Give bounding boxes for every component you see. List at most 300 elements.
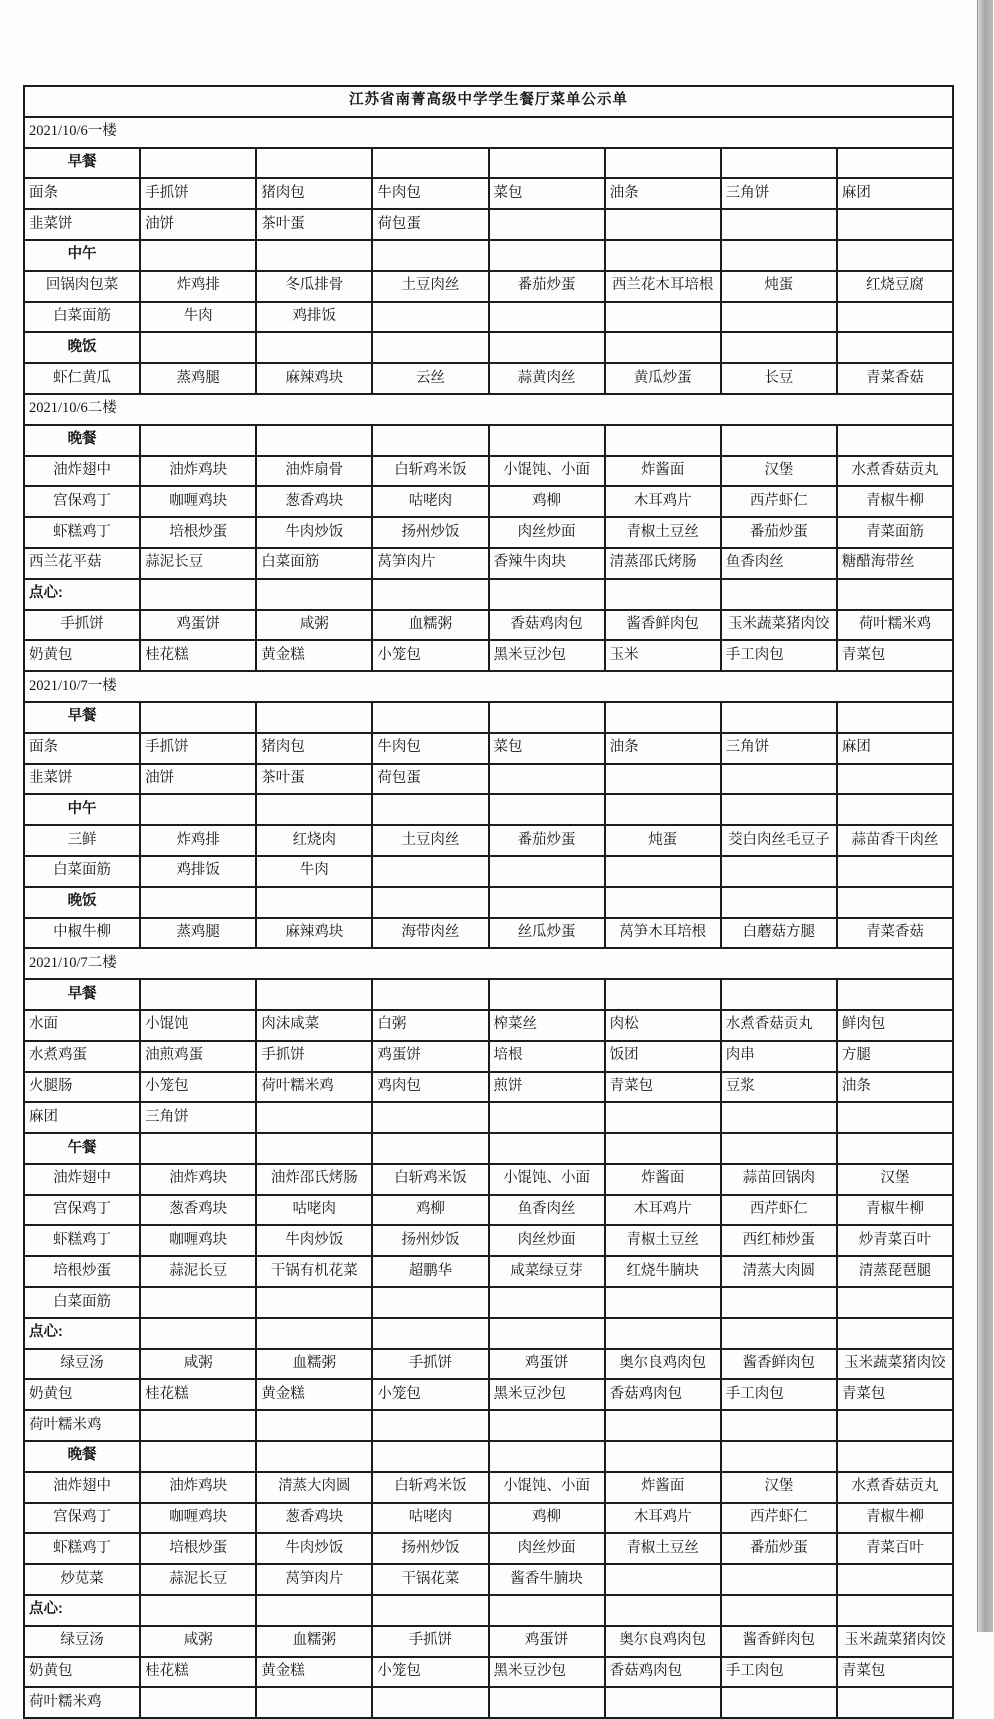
date-cell: 2021/10/6一楼: [24, 117, 953, 148]
empty-cell: [489, 209, 605, 240]
meal-section-label: 晚饭: [24, 332, 140, 363]
dish-cell: 火腿肠: [24, 1072, 140, 1103]
dish-cell: 黄金糕: [256, 1657, 372, 1688]
date-row: [24, 948, 953, 979]
empty-cell: [489, 1687, 605, 1718]
empty-cell: [489, 979, 605, 1010]
empty-cell: [489, 1287, 605, 1318]
empty-cell: [256, 579, 372, 610]
dish-cell: 咸菜绿豆芽: [489, 1256, 605, 1287]
dish-cell: 荷包蛋: [372, 764, 488, 795]
empty-cell: [372, 1287, 488, 1318]
dish-cell: 炖蛋: [721, 271, 837, 302]
dish-cell: 手抓饼: [24, 610, 140, 641]
empty-cell: [837, 1410, 953, 1441]
dish-cell: 白斩鸡米饭: [372, 456, 488, 487]
meal-section-row: [24, 1441, 953, 1472]
dish-cell: 桂花糕: [140, 1657, 256, 1688]
dish-cell: 葱香鸡块: [256, 1503, 372, 1534]
empty-cell: [605, 1133, 721, 1164]
dish-cell: 小笼包: [372, 1379, 488, 1410]
empty-cell: [605, 302, 721, 333]
dish-cell: 手抓饼: [140, 178, 256, 209]
empty-cell: [837, 702, 953, 733]
dish-cell: 小笼包: [372, 1657, 488, 1688]
dish-cell: 白菜面筋: [24, 302, 140, 333]
menu-items-row: [24, 640, 953, 671]
empty-cell: [140, 240, 256, 271]
dish-cell: 咕咾肉: [372, 486, 488, 517]
empty-cell: [372, 1687, 488, 1718]
dish-cell: 扬州炒饭: [372, 1533, 488, 1564]
empty-cell: [837, 887, 953, 918]
dish-cell: 荷叶糯米鸡: [256, 1072, 372, 1103]
empty-cell: [605, 887, 721, 918]
menu-items-row: [24, 733, 953, 764]
empty-cell: [605, 1564, 721, 1595]
menu-items-row: [24, 1287, 953, 1318]
empty-cell: [140, 1687, 256, 1718]
dish-cell: 番茄炒蛋: [489, 825, 605, 856]
dish-cell: 小馄饨: [140, 1010, 256, 1041]
empty-cell: [605, 332, 721, 363]
dish-cell: 咕咾肉: [256, 1195, 372, 1226]
empty-cell: [721, 764, 837, 795]
dish-cell: 香菇鸡肉包: [489, 610, 605, 641]
empty-cell: [837, 856, 953, 887]
meal-section-label: 晚饭: [24, 887, 140, 918]
empty-cell: [489, 579, 605, 610]
dish-cell: 莴笋肉片: [256, 1564, 372, 1595]
empty-cell: [837, 794, 953, 825]
page-title: 江苏省南菁高级中学学生餐厅菜单公示单: [24, 86, 953, 117]
dish-cell: 冬瓜排骨: [256, 271, 372, 302]
dish-cell: 蒸鸡腿: [140, 918, 256, 949]
dish-cell: 黄瓜炒蛋: [605, 363, 721, 394]
dish-cell: 炸酱面: [605, 1164, 721, 1195]
dish-cell: 白粥: [372, 1010, 488, 1041]
empty-cell: [605, 702, 721, 733]
dish-cell: 咖喱鸡块: [140, 486, 256, 517]
dish-cell: 咖喱鸡块: [140, 1503, 256, 1534]
dish-cell: 鸡柳: [489, 1503, 605, 1534]
menu-items-row: [24, 363, 953, 394]
dish-cell: 莴笋木耳培根: [605, 918, 721, 949]
empty-cell: [372, 425, 488, 456]
meal-section-row: [24, 148, 953, 179]
empty-cell: [256, 1441, 372, 1472]
dish-cell: 麻辣鸡块: [256, 363, 372, 394]
dish-cell: 白斩鸡米饭: [372, 1472, 488, 1503]
empty-cell: [721, 425, 837, 456]
menu-items-row: [24, 1225, 953, 1256]
empty-cell: [605, 209, 721, 240]
empty-cell: [140, 1133, 256, 1164]
dish-cell: 宫保鸡丁: [24, 1503, 140, 1534]
menu-items-row: [24, 209, 953, 240]
dish-cell: 手抓饼: [372, 1349, 488, 1380]
empty-cell: [372, 887, 488, 918]
empty-cell: [489, 1441, 605, 1472]
menu-items-row: [24, 1102, 953, 1133]
empty-cell: [256, 332, 372, 363]
dish-cell: 红烧肉: [256, 825, 372, 856]
dish-cell: 蒜黄肉丝: [489, 363, 605, 394]
empty-cell: [140, 1318, 256, 1349]
date-cell: 2021/10/6二楼: [24, 394, 953, 425]
dish-cell: 奥尔良鸡肉包: [605, 1626, 721, 1657]
dish-cell: 鸡柳: [372, 1195, 488, 1226]
meal-section-row: [24, 1595, 953, 1626]
menu-items-row: [24, 271, 953, 302]
dish-cell: 油饼: [140, 209, 256, 240]
dish-cell: 榨菜丝: [489, 1010, 605, 1041]
dish-cell: 西芹虾仁: [721, 486, 837, 517]
dish-cell: 黑米豆沙包: [489, 1379, 605, 1410]
dish-cell: 油炸鸡块: [140, 1164, 256, 1195]
dish-cell: 鸡肉包: [372, 1072, 488, 1103]
empty-cell: [837, 209, 953, 240]
meal-section-row: [24, 1133, 953, 1164]
dish-cell: 汉堡: [721, 456, 837, 487]
dish-cell: 肉丝炒面: [489, 1225, 605, 1256]
empty-cell: [721, 1687, 837, 1718]
dish-cell: 面条: [24, 178, 140, 209]
empty-cell: [372, 579, 488, 610]
dish-cell: 黑米豆沙包: [489, 1657, 605, 1688]
empty-cell: [256, 1318, 372, 1349]
dish-cell: 青椒土豆丝: [605, 1533, 721, 1564]
menu-items-row: [24, 456, 953, 487]
meal-section-label: 晚餐: [24, 1441, 140, 1472]
empty-cell: [837, 1595, 953, 1626]
empty-cell: [256, 702, 372, 733]
empty-cell: [721, 794, 837, 825]
empty-cell: [140, 1410, 256, 1441]
empty-cell: [721, 302, 837, 333]
dish-cell: 蒜苗回锅肉: [721, 1164, 837, 1195]
meal-section-label: 点心:: [24, 1318, 140, 1349]
dish-cell: 小笼包: [140, 1072, 256, 1103]
dish-cell: 虾仁黄瓜: [24, 363, 140, 394]
dish-cell: 香辣牛肉块: [489, 548, 605, 579]
dish-cell: 油条: [605, 733, 721, 764]
menu-items-row: [24, 302, 953, 333]
dish-cell: 炸酱面: [605, 1472, 721, 1503]
dish-cell: 葱香鸡块: [140, 1195, 256, 1226]
empty-cell: [605, 240, 721, 271]
dish-cell: 青椒牛柳: [837, 1503, 953, 1534]
empty-cell: [605, 764, 721, 795]
dish-cell: 蒜泥长豆: [140, 548, 256, 579]
dish-cell: 牛肉包: [372, 733, 488, 764]
empty-cell: [721, 887, 837, 918]
empty-cell: [721, 1102, 837, 1133]
menu-items-row: [24, 486, 953, 517]
dish-cell: 黄金糕: [256, 1379, 372, 1410]
menu-items-row: [24, 764, 953, 795]
empty-cell: [256, 1687, 372, 1718]
empty-cell: [721, 209, 837, 240]
dish-cell: 肉丝炒面: [489, 1533, 605, 1564]
empty-cell: [605, 979, 721, 1010]
dish-cell: 鸡蛋饼: [140, 610, 256, 641]
empty-cell: [837, 332, 953, 363]
empty-cell: [372, 302, 488, 333]
dish-cell: 水煮香菇贡丸: [721, 1010, 837, 1041]
dish-cell: 西红柿炒蛋: [721, 1225, 837, 1256]
menu-items-row: [24, 517, 953, 548]
empty-cell: [721, 240, 837, 271]
empty-cell: [256, 1133, 372, 1164]
dish-cell: 炒苋菜: [24, 1564, 140, 1595]
meal-section-row: [24, 240, 953, 271]
dish-cell: 番茄炒蛋: [489, 271, 605, 302]
dish-cell: 水煮香菇贡丸: [837, 1472, 953, 1503]
dish-cell: 白蘑菇方腿: [721, 918, 837, 949]
dish-cell: 猪肉包: [256, 733, 372, 764]
menu-items-row: [24, 1379, 953, 1410]
empty-cell: [605, 1595, 721, 1626]
empty-cell: [256, 1102, 372, 1133]
meal-section-row: [24, 579, 953, 610]
dish-cell: 木耳鸡片: [605, 486, 721, 517]
dish-cell: 油饼: [140, 764, 256, 795]
empty-cell: [721, 702, 837, 733]
dish-cell: 青菜面筋: [837, 517, 953, 548]
dish-cell: 菜包: [489, 178, 605, 209]
dish-cell: 荷包蛋: [372, 209, 488, 240]
dish-cell: 宫保鸡丁: [24, 486, 140, 517]
dish-cell: 血糯粥: [372, 610, 488, 641]
dish-cell: 青菜百叶: [837, 1533, 953, 1564]
dish-cell: 木耳鸡片: [605, 1503, 721, 1534]
date-row: [24, 394, 953, 425]
empty-cell: [605, 856, 721, 887]
empty-cell: [140, 425, 256, 456]
dish-cell: 三角饼: [140, 1102, 256, 1133]
dish-cell: 方腿: [837, 1041, 953, 1072]
empty-cell: [489, 148, 605, 179]
dish-cell: 豆浆: [721, 1072, 837, 1103]
dish-cell: 炖蛋: [605, 825, 721, 856]
empty-cell: [489, 794, 605, 825]
dish-cell: 清蒸琵琶腿: [837, 1256, 953, 1287]
dish-cell: 干锅花菜: [372, 1564, 488, 1595]
dish-cell: 油炸翅中: [24, 456, 140, 487]
dish-cell: 三角饼: [721, 178, 837, 209]
menu-items-row: [24, 1256, 953, 1287]
dish-cell: 奥尔良鸡肉包: [605, 1349, 721, 1380]
empty-cell: [837, 579, 953, 610]
menu-items-row: [24, 1041, 953, 1072]
dish-cell: 肉丝炒面: [489, 517, 605, 548]
dish-cell: 小馄饨、小面: [489, 1164, 605, 1195]
empty-cell: [372, 1595, 488, 1626]
empty-cell: [489, 240, 605, 271]
empty-cell: [837, 425, 953, 456]
empty-cell: [140, 579, 256, 610]
dish-cell: 牛肉炒饭: [256, 1225, 372, 1256]
dish-cell: 油条: [837, 1072, 953, 1103]
dish-cell: 白菜面筋: [24, 1287, 140, 1318]
dish-cell: 鸡蛋饼: [372, 1041, 488, 1072]
meal-section-row: [24, 979, 953, 1010]
dish-cell: 云丝: [372, 363, 488, 394]
dish-cell: 炸酱面: [605, 456, 721, 487]
meal-section-row: [24, 887, 953, 918]
dish-cell: 鱼香肉丝: [721, 548, 837, 579]
dish-cell: 炒青菜百叶: [837, 1225, 953, 1256]
dish-cell: 鸡蛋饼: [489, 1626, 605, 1657]
dish-cell: 土豆肉丝: [372, 825, 488, 856]
dish-cell: 酱香鲜肉包: [721, 1349, 837, 1380]
dish-cell: 油煎鸡蛋: [140, 1041, 256, 1072]
dish-cell: 番茄炒蛋: [721, 517, 837, 548]
dish-cell: 玉米: [605, 640, 721, 671]
empty-cell: [372, 240, 488, 271]
dish-cell: 莴笋肉片: [372, 548, 488, 579]
dish-cell: 血糯粥: [256, 1626, 372, 1657]
dish-cell: 油条: [605, 178, 721, 209]
empty-cell: [372, 1133, 488, 1164]
dish-cell: 木耳鸡片: [605, 1195, 721, 1226]
dish-cell: 黑米豆沙包: [489, 640, 605, 671]
empty-cell: [256, 1287, 372, 1318]
empty-cell: [721, 1564, 837, 1595]
dish-cell: 红烧豆腐: [837, 271, 953, 302]
dish-cell: 长豆: [721, 363, 837, 394]
empty-cell: [372, 1318, 488, 1349]
empty-cell: [837, 302, 953, 333]
dish-cell: 青菜香菇: [837, 363, 953, 394]
dish-cell: 培根: [489, 1041, 605, 1072]
dish-cell: 培根炒蛋: [24, 1256, 140, 1287]
dish-cell: 汉堡: [721, 1472, 837, 1503]
dish-cell: 清蒸大肉圆: [721, 1256, 837, 1287]
meal-section-row: [24, 425, 953, 456]
empty-cell: [605, 1687, 721, 1718]
meal-section-label: 晚餐: [24, 425, 140, 456]
empty-cell: [372, 702, 488, 733]
dish-cell: 麻辣鸡块: [256, 918, 372, 949]
menu-table-body: [24, 86, 953, 1718]
meal-section-label: 早餐: [24, 148, 140, 179]
dish-cell: 咕咾肉: [372, 1503, 488, 1534]
dish-cell: 虾糕鸡丁: [24, 1225, 140, 1256]
dish-cell: 西兰花木耳培根: [605, 271, 721, 302]
empty-cell: [256, 240, 372, 271]
menu-items-row: [24, 1010, 953, 1041]
empty-cell: [489, 1318, 605, 1349]
empty-cell: [605, 1102, 721, 1133]
dish-cell: 蒜苗香干肉丝: [837, 825, 953, 856]
empty-cell: [256, 1595, 372, 1626]
empty-cell: [489, 764, 605, 795]
empty-cell: [721, 1133, 837, 1164]
dish-cell: 水煮鸡蛋: [24, 1041, 140, 1072]
dish-cell: 油炸鸡块: [140, 456, 256, 487]
dish-cell: 炸鸡排: [140, 271, 256, 302]
empty-cell: [605, 579, 721, 610]
dish-cell: 蒜泥长豆: [140, 1564, 256, 1595]
empty-cell: [837, 1287, 953, 1318]
dish-cell: 青菜包: [837, 1657, 953, 1688]
empty-cell: [837, 1318, 953, 1349]
empty-cell: [489, 1102, 605, 1133]
dish-cell: 茭白肉丝毛豆子: [721, 825, 837, 856]
empty-cell: [489, 887, 605, 918]
date-row: [24, 671, 953, 702]
menu-items-row: [24, 1687, 953, 1718]
empty-cell: [140, 1441, 256, 1472]
dish-cell: 培根炒蛋: [140, 517, 256, 548]
empty-cell: [256, 979, 372, 1010]
dish-cell: 鸡排饭: [256, 302, 372, 333]
empty-cell: [140, 979, 256, 1010]
dish-cell: 牛肉: [140, 302, 256, 333]
empty-cell: [837, 979, 953, 1010]
dish-cell: 白菜面筋: [256, 548, 372, 579]
vertical-scrollbar[interactable]: [977, 0, 993, 1632]
empty-cell: [140, 794, 256, 825]
dish-cell: 牛肉包: [372, 178, 488, 209]
dish-cell: 绿豆汤: [24, 1626, 140, 1657]
dish-cell: 玉米蔬菜猪肉饺: [837, 1349, 953, 1380]
dish-cell: 白斩鸡米饭: [372, 1164, 488, 1195]
empty-cell: [489, 702, 605, 733]
dish-cell: 宫保鸡丁: [24, 1195, 140, 1226]
dish-cell: 青椒土豆丝: [605, 1225, 721, 1256]
dish-cell: 青菜包: [837, 640, 953, 671]
dish-cell: 面条: [24, 733, 140, 764]
menu-items-row: [24, 1472, 953, 1503]
empty-cell: [837, 1133, 953, 1164]
dish-cell: 香菇鸡肉包: [605, 1657, 721, 1688]
empty-cell: [837, 1687, 953, 1718]
date-cell: 2021/10/7二楼: [24, 948, 953, 979]
empty-cell: [605, 794, 721, 825]
dish-cell: 三角饼: [721, 733, 837, 764]
dish-cell: 虾糕鸡丁: [24, 517, 140, 548]
dish-cell: 奶黄包: [24, 640, 140, 671]
empty-cell: [721, 1287, 837, 1318]
empty-cell: [837, 240, 953, 271]
menu-items-row: [24, 1503, 953, 1534]
dish-cell: 茶叶蛋: [256, 209, 372, 240]
empty-cell: [721, 979, 837, 1010]
dish-cell: 牛肉炒饭: [256, 1533, 372, 1564]
meal-section-label: 早餐: [24, 979, 140, 1010]
dish-cell: 水面: [24, 1010, 140, 1041]
dish-cell: 超鹏华: [372, 1256, 488, 1287]
dish-cell: 咸粥: [140, 1349, 256, 1380]
empty-cell: [721, 856, 837, 887]
dish-cell: 西芹虾仁: [721, 1195, 837, 1226]
empty-cell: [489, 425, 605, 456]
dish-cell: 肉松: [605, 1010, 721, 1041]
dish-cell: 鸡蛋饼: [489, 1349, 605, 1380]
empty-cell: [372, 332, 488, 363]
empty-cell: [372, 979, 488, 1010]
menu-items-row: [24, 1195, 953, 1226]
empty-cell: [140, 148, 256, 179]
dish-cell: 虾糕鸡丁: [24, 1533, 140, 1564]
meal-section-label: 中午: [24, 794, 140, 825]
dish-cell: 手抓饼: [140, 733, 256, 764]
empty-cell: [372, 1410, 488, 1441]
meal-section-row: [24, 794, 953, 825]
